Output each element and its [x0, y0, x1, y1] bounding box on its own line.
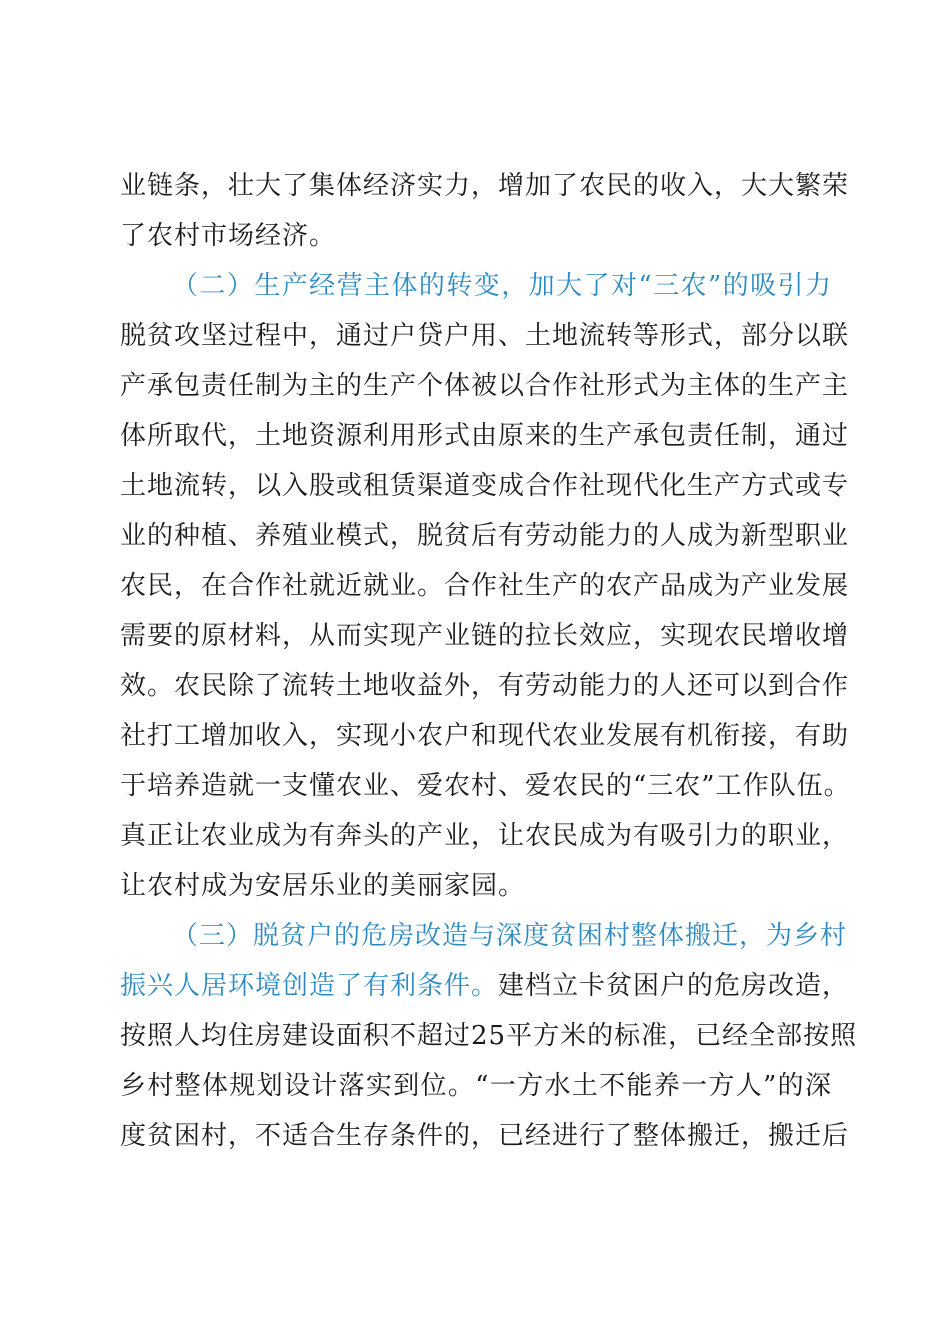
paragraph-line: 了农村市场经济。	[120, 221, 337, 251]
paragraph-line: 让农村成为安居乐业的美丽家园。	[120, 871, 526, 901]
paragraph-line: 真正让农业成为有奔头的产业，让农民成为有吸引力的职业，	[120, 821, 850, 851]
paragraph-line: 土地流转，以入股或租赁渠道变成合作社现代化生产方式或专	[120, 471, 850, 501]
paragraph-line: 业链条，壮大了集体经济实力，增加了农民的收入，大大繁荣	[120, 171, 850, 201]
paragraph-line: 乡村整体规划设计落实到位。“一方水土不能养一方人”的深	[120, 1071, 832, 1101]
mixed-heading-line	[120, 966, 850, 1006]
paragraph-line: 需要的原材料，从而实现产业链的拉长效应，实现农民增收增	[120, 621, 850, 651]
paragraph-line: 度贫困村，不适合生存条件的，已经进行了整体搬迁，搬迁后	[120, 1121, 850, 1151]
paragraph-line: 业的种植、养殖业模式，脱贫后有劳动能力的人成为新型职业	[120, 521, 850, 551]
section-heading: （三）脱贫户的危房改造与深度贫困村整体搬迁，为乡村	[172, 921, 848, 951]
section-heading-continuation: 振兴人居环境创造了有利条件。	[120, 971, 499, 1001]
paragraph-line: 产承包责任制为主的生产个体被以合作社形式为主体的生产主	[120, 371, 850, 401]
section-heading: （二）生产经营主体的转变，加大了对“三农”的吸引力	[172, 271, 832, 301]
paragraph-line: 效。农民除了流转土地收益外，有劳动能力的人还可以到合作	[120, 671, 850, 701]
paragraph-text: 建档立卡贫困户的危房改造，	[498, 971, 850, 1001]
paragraph-line: 按照人均住房建设面积不超过25平方米的标准，已经全部按照	[120, 1021, 858, 1051]
paragraph-line: 体所取代，土地资源利用形式由原来的生产承包责任制，通过	[120, 421, 850, 451]
paragraph-line: 脱贫攻坚过程中，通过户贷户用、土地流转等形式，部分以联	[120, 321, 850, 351]
paragraph-line: 社打工增加收入，实现小农户和现代农业发展有机衔接，有助	[120, 721, 850, 751]
paragraph-line: 农民，在合作社就近就业。合作社生产的农产品成为产业发展	[120, 571, 850, 601]
paragraph-line: 于培养造就一支懂农业、爱农村、爱农民的“三农”工作队伍。	[120, 771, 851, 801]
